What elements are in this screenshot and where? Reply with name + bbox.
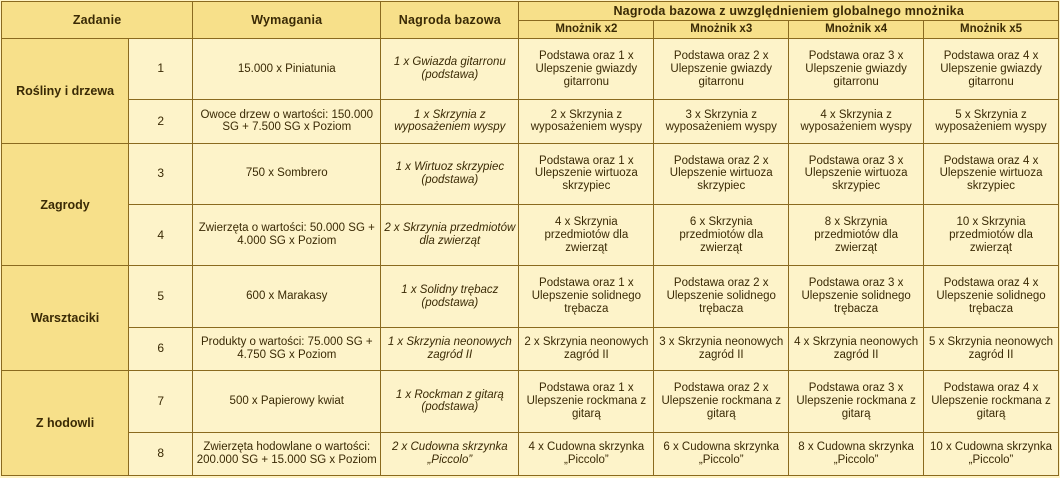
- task-reward-x5: Podstawa oraz 4 x Ulepszenie solidnego trębacza: [924, 266, 1059, 327]
- header-task: Zadanie: [2, 2, 193, 39]
- task-number: 5: [129, 266, 193, 327]
- task-base-reward: 1 x Gwiazda gitarronu (podstawa): [381, 38, 519, 99]
- task-reward-x3: Podstawa oraz 2 x Ulepszenie wirtuoza skrzypiec: [654, 143, 789, 204]
- table-row: [2, 327, 1059, 370]
- header-multiplier-group: Nagroda bazowa z uwzględnieniem globalnego mnożnika: [519, 2, 1059, 21]
- header-multiplier-x5: Mnożnik x5: [924, 21, 1059, 39]
- task-reward-x2: Podstawa oraz 1 x Ulepszenie gwiazdy gitarronu: [519, 38, 654, 99]
- task-reward-x3: Podstawa oraz 2 x Ulepszenie solidnego trębacza: [654, 266, 789, 327]
- header-multiplier-x4: Mnożnik x4: [789, 21, 924, 39]
- group-label-zagrody: Zagrody: [2, 143, 129, 266]
- task-reward-x2: Podstawa oraz 1 x Ulepszenie rockmana z gitarą: [519, 371, 654, 432]
- reward-table: [1, 1, 1059, 476]
- task-base-reward: 1 x Rockman z gitarą (podstawa): [381, 371, 519, 432]
- task-number: 1: [129, 38, 193, 99]
- table-row: [2, 432, 1059, 475]
- task-reward-x4: 4 x Skrzynia z wyposażeniem wyspy: [789, 100, 924, 143]
- table-header-row-1: [2, 2, 1059, 21]
- header-base-reward: Nagroda bazowa: [381, 2, 519, 39]
- task-reward-x5: Podstawa oraz 4 x Ulepszenie wirtuoza skrzypiec: [924, 143, 1059, 204]
- task-reward-x4: Podstawa oraz 3 x Ulepszenie solidnego trębacza: [789, 266, 924, 327]
- task-number: 7: [129, 371, 193, 432]
- task-reward-x2: 4 x Cudowna skrzynka „Piccolo”: [519, 432, 654, 475]
- task-reward-x4: 8 x Skrzynia przedmiotów dla zwierząt: [789, 205, 924, 266]
- task-requirements: Zwierzęta o wartości: 50.000 SG + 4.000 SG x Poziom: [193, 205, 381, 266]
- task-reward-x5: Podstawa oraz 4 x Ulepszenie rockmana z gitarą: [924, 371, 1059, 432]
- task-number: 3: [129, 143, 193, 204]
- task-reward-x3: 6 x Skrzynia przedmiotów dla zwierząt: [654, 205, 789, 266]
- task-reward-x4: Podstawa oraz 3 x Ulepszenie gwiazdy gitarronu: [789, 38, 924, 99]
- task-reward-x4: Podstawa oraz 3 x Ulepszenie wirtuoza skrzypiec: [789, 143, 924, 204]
- task-requirements: Owoce drzew o wartości: 150.000 SG + 7.500 SG x Poziom: [193, 100, 381, 143]
- header-multiplier-x2: Mnożnik x2: [519, 21, 654, 39]
- task-base-reward: 1 x Skrzynia neonowych zagród II: [381, 327, 519, 370]
- table-row: [2, 38, 1059, 99]
- task-number: 2: [129, 100, 193, 143]
- table-row: [2, 371, 1059, 432]
- task-reward-x5: Podstawa oraz 4 x Ulepszenie gwiazdy gitarronu: [924, 38, 1059, 99]
- task-number: 8: [129, 432, 193, 475]
- group-label-zhodowli: Z hodowli: [2, 371, 129, 476]
- header-requirements: Wymagania: [193, 2, 381, 39]
- group-label-warsztaciki: Warsztaciki: [2, 266, 129, 371]
- table-row: [2, 205, 1059, 266]
- task-reward-x3: 3 x Skrzynia neonowych zagród II: [654, 327, 789, 370]
- table-row: [2, 266, 1059, 327]
- task-reward-x2: Podstawa oraz 1 x Ulepszenie wirtuoza skrzypiec: [519, 143, 654, 204]
- task-reward-x5: 10 x Cudowna skrzynka „Piccolo”: [924, 432, 1059, 475]
- task-requirements: 750 x Sombrero: [193, 143, 381, 204]
- task-reward-x2: 2 x Skrzynia neonowych zagród II: [519, 327, 654, 370]
- task-requirements: 500 x Papierowy kwiat: [193, 371, 381, 432]
- task-reward-x5: 10 x Skrzynia przedmiotów dla zwierząt: [924, 205, 1059, 266]
- task-base-reward: 1 x Wirtuoz skrzypiec (podstawa): [381, 143, 519, 204]
- task-reward-x3: 3 x Skrzynia z wyposażeniem wyspy: [654, 100, 789, 143]
- task-reward-x3: Podstawa oraz 2 x Ulepszenie gwiazdy gitarronu: [654, 38, 789, 99]
- group-label-roslinyidrzewa: Rośliny i drzewa: [2, 38, 129, 143]
- task-base-reward: 1 x Skrzynia z wyposażeniem wyspy: [381, 100, 519, 143]
- task-reward-x5: 5 x Skrzynia z wyposażeniem wyspy: [924, 100, 1059, 143]
- task-reward-x3: Podstawa oraz 2 x Ulepszenie rockmana z gitarą: [654, 371, 789, 432]
- task-requirements: 600 x Marakasy: [193, 266, 381, 327]
- task-reward-x5: 5 x Skrzynia neonowych zagród II: [924, 327, 1059, 370]
- task-reward-x2: Podstawa oraz 1 x Ulepszenie solidnego trębacza: [519, 266, 654, 327]
- task-base-reward: 1 x Solidny trębacz (podstawa): [381, 266, 519, 327]
- header-multiplier-x3: Mnożnik x3: [654, 21, 789, 39]
- task-base-reward: 2 x Cudowna skrzynka „Piccolo”: [381, 432, 519, 475]
- task-reward-x4: 8 x Cudowna skrzynka „Piccolo”: [789, 432, 924, 475]
- task-number: 6: [129, 327, 193, 370]
- task-requirements: Zwierzęta hodowlane o wartości: 200.000 SG + 15.000 SG x Poziom: [193, 432, 381, 475]
- table-row: [2, 143, 1059, 204]
- task-requirements: 15.000 x Piniatunia: [193, 38, 381, 99]
- table-row: [2, 100, 1059, 143]
- task-reward-x4: Podstawa oraz 3 x Ulepszenie rockmana z gitarą: [789, 371, 924, 432]
- task-reward-x2: 4 x Skrzynia przedmiotów dla zwierząt: [519, 205, 654, 266]
- task-reward-x4: 4 x Skrzynia neonowych zagród II: [789, 327, 924, 370]
- task-base-reward: 2 x Skrzynia przedmiotów dla zwierząt: [381, 205, 519, 266]
- task-requirements: Produkty o wartości: 75.000 SG + 4.750 SG x Poziom: [193, 327, 381, 370]
- task-number: 4: [129, 205, 193, 266]
- task-reward-x3: 6 x Cudowna skrzynka „Piccolo”: [654, 432, 789, 475]
- task-reward-x2: 2 x Skrzynia z wyposażeniem wyspy: [519, 100, 654, 143]
